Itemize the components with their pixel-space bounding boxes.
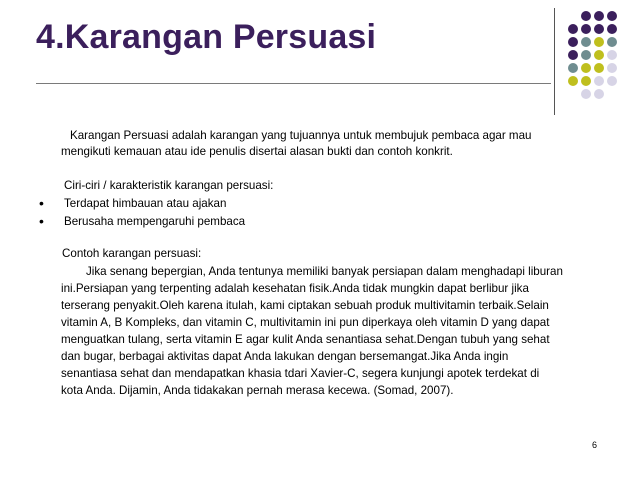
decorative-dot bbox=[607, 50, 617, 60]
decorative-dot bbox=[581, 11, 591, 21]
decorative-dot bbox=[607, 37, 617, 47]
decorative-dot-grid bbox=[0, 0, 638, 120]
bullet-icon: • bbox=[39, 195, 44, 211]
definition-line-1: Karangan Persuasi adalah karangan yang tujuannya untuk membujuk pembaca agar mau bbox=[70, 129, 532, 142]
decorative-dot bbox=[594, 11, 604, 21]
decorative-dot bbox=[594, 37, 604, 47]
example-line: dan bugar, berbagai aktivitas dapat Anda lakukan dengan bersemangat.Jika Anda ingin bbox=[61, 350, 509, 363]
decorative-dot bbox=[594, 24, 604, 34]
example-line: vitamin A, B Kompleks, dan vitamin C, multivitamin ini pun diperkaya oleh vitamin D yang dapat bbox=[61, 316, 550, 329]
decorative-dot bbox=[607, 11, 617, 21]
bullet-item: Terdapat himbauan atau ajakan bbox=[64, 197, 227, 210]
example-line: kota Anda. Dijamin, Anda tidakakan pernah merasa kecewa. (Somad, 2007). bbox=[61, 384, 454, 397]
decorative-dot bbox=[581, 76, 591, 86]
decorative-dot bbox=[594, 89, 604, 99]
decorative-dot bbox=[568, 24, 578, 34]
example-line: ini.Persiapan yang terpenting adalah kesehatan fisik.Anda tidak mungkin dapat berlibur jika bbox=[61, 282, 529, 295]
decorative-dot bbox=[581, 24, 591, 34]
decorative-dot bbox=[594, 50, 604, 60]
decorative-dot bbox=[607, 24, 617, 34]
decorative-dot bbox=[581, 89, 591, 99]
example-line: Jika senang bepergian, Anda tentunya memiliki banyak persiapan dalam menghadapi liburan bbox=[86, 265, 563, 278]
decorative-dot bbox=[594, 63, 604, 73]
criteria-heading: Ciri-ciri / karakteristik karangan persuasi: bbox=[64, 179, 274, 192]
decorative-dot bbox=[594, 76, 604, 86]
decorative-dot bbox=[581, 63, 591, 73]
example-line: senantiasa sehat dan mendapatkan khasia tdari Xavier-C, segera kunjungi apotek terdekat di bbox=[61, 367, 540, 380]
slide-title: 4.Karangan Persuasi bbox=[36, 18, 377, 56]
decorative-dot bbox=[568, 63, 578, 73]
page-number: 6 bbox=[592, 440, 598, 450]
example-line: menguatkan tulang, serta vitamin E agar kulit Anda senantiasa sehat.Dengan tubuh yang sehat bbox=[61, 333, 550, 346]
bullet-item: Berusaha mempengaruhi pembaca bbox=[64, 215, 246, 228]
decorative-dot bbox=[568, 76, 578, 86]
decorative-dot bbox=[607, 63, 617, 73]
example-line: terserang penyakit.Oleh karena itulah, kami ciptakan sebuah produk multivitamin terbaik.Selain bbox=[61, 299, 549, 312]
decorative-dot bbox=[581, 37, 591, 47]
example-heading: Contoh karangan persuasi: bbox=[62, 247, 202, 260]
definition-line-2: mengikuti kemauan atau ide penulis disertai alasan bukti dan contoh konkrit. bbox=[61, 145, 453, 158]
bullet-icon: • bbox=[39, 213, 44, 229]
decorative-dot bbox=[568, 37, 578, 47]
decorative-dot bbox=[607, 76, 617, 86]
decorative-dot bbox=[581, 50, 591, 60]
decorative-dot bbox=[568, 50, 578, 60]
